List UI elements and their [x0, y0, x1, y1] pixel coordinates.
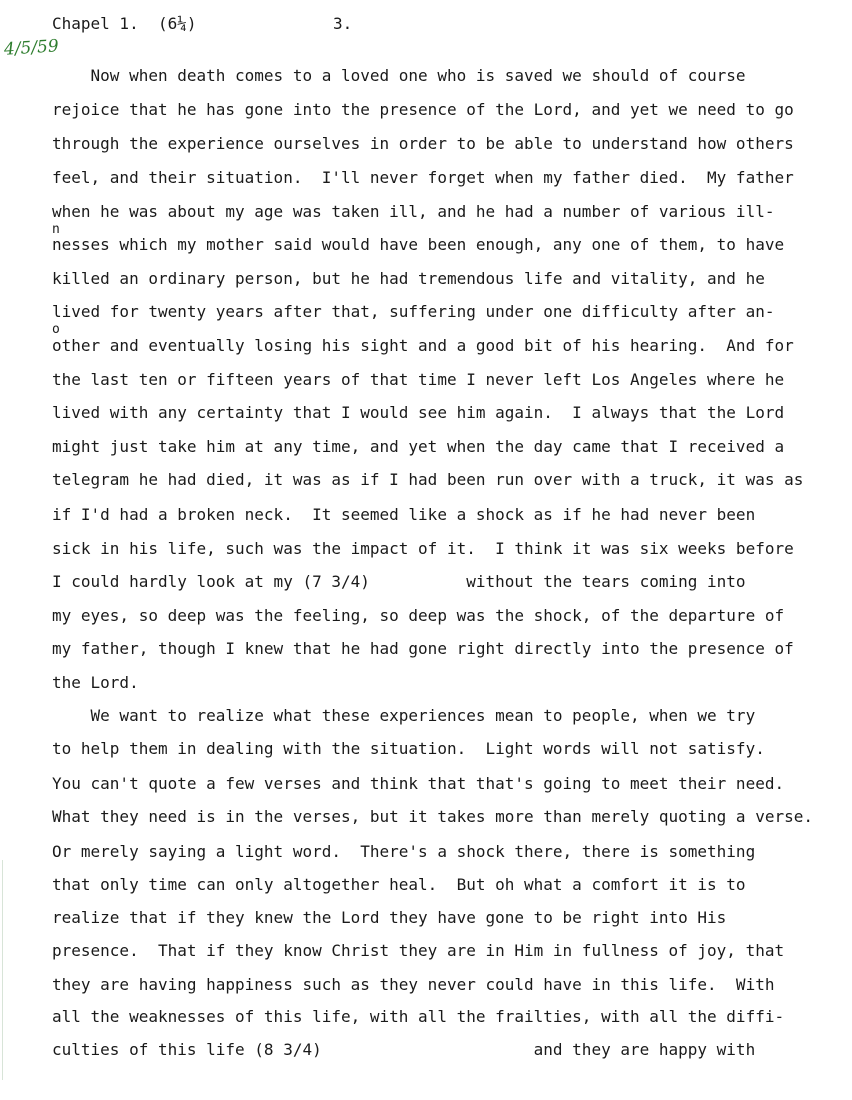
text-line: might just take him at any time, and yet when the day came that I received a: [52, 437, 785, 456]
text-line: through the experience ourselves in order to be able to understand how others: [52, 134, 794, 153]
text-line: feel, and their situation. I'll never forget when my father died. My father: [52, 168, 794, 187]
text-line: they are having happiness such as they never could have in this life. With: [52, 975, 775, 994]
page-header-title: Chapel 1. (6¼): [52, 14, 197, 33]
text-line: culties of this life (8 3/4) and they are happy with: [52, 1040, 756, 1059]
text-line: lived with any certainty that I would see him again. I always that the Lord: [52, 403, 785, 422]
text-line: my eyes, so deep was the feeling, so deep was the shock, of the departure of: [52, 606, 785, 625]
text-line: if I'd had a broken neck. It seemed like a shock as if he had never been: [52, 505, 756, 524]
text-line: lived for twenty years after that, suffering under one difficulty after an-: [52, 302, 775, 321]
text-line: that only time can only altogether heal. But oh what a comfort it is to: [52, 875, 746, 894]
text-line: What they need is in the verses, but it takes more than merely quoting a verse.: [52, 807, 813, 826]
text-line: I could hardly look at my (7 3/4) without the tears coming into: [52, 572, 746, 591]
text-line: my father, though I knew that he had gone right directly into the presence of: [52, 639, 794, 658]
handwritten-date: 4/5/59: [3, 36, 60, 60]
text-line: all the weaknesses of this life, with all the frailties, with all the diffi-: [52, 1007, 785, 1026]
text-line: presence. That if they know Christ they are in Him in fullness of joy, that: [52, 941, 785, 960]
typed-insertion-mark: o: [52, 322, 60, 337]
typed-insertion-mark: n: [52, 222, 60, 237]
text-line: We want to realize what these experiences mean to people, when we try: [52, 706, 756, 725]
text-line: realize that if they knew the Lord they have gone to be right into His: [52, 908, 727, 927]
text-line: rejoice that he has gone into the presence of the Lord, and yet we need to go: [52, 100, 794, 119]
text-line: when he was about my age was taken ill, and he had a number of various ill-: [52, 202, 775, 221]
text-line: Now when death comes to a loved one who is saved we should of course: [52, 66, 746, 85]
margin-rule: [2, 860, 3, 1080]
text-line: to help them in dealing with the situation. Light words will not satisfy.: [52, 739, 765, 758]
page-number: 3.: [333, 14, 353, 33]
text-line: telegram he had died, it was as if I had been run over with a truck, it was as: [52, 470, 804, 489]
text-line: sick in his life, such was the impact of it. I think it was six weeks before: [52, 539, 794, 558]
text-line: the Lord.: [52, 673, 139, 692]
text-line: Or merely saying a light word. There's a shock there, there is something: [52, 842, 756, 861]
text-line: nesses which my mother said would have been enough, any one of them, to have: [52, 235, 785, 254]
text-line: You can't quote a few verses and think that that's going to meet their need.: [52, 774, 785, 793]
text-line: the last ten or fifteen years of that time I never left Los Angeles where he: [52, 370, 785, 389]
text-line: other and eventually losing his sight and a good bit of his hearing. And for: [52, 336, 794, 355]
text-line: killed an ordinary person, but he had tremendous life and vitality, and he: [52, 269, 765, 288]
